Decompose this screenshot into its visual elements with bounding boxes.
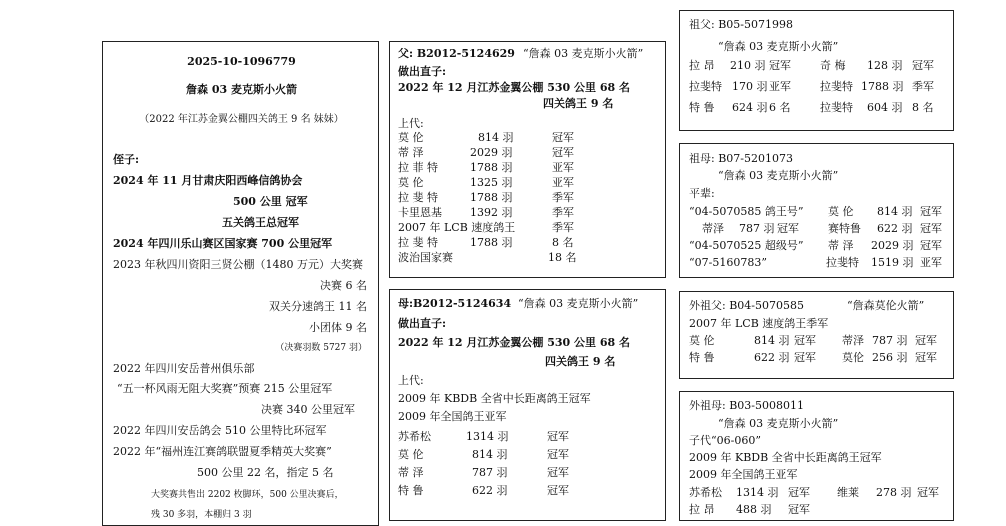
table-row: 季军 [552, 191, 574, 204]
table-row: 1788 羽 [861, 80, 904, 93]
table-row: 622 羽 [754, 351, 790, 364]
father-name: “詹森 03 麦克斯小火箭” [523, 47, 644, 60]
table-row: 亚军 [552, 161, 574, 174]
table-row: 冠军 [912, 59, 934, 72]
table-row: 拉斐特 [689, 80, 722, 93]
achievement-line: 2022 年“福州连江赛鸽联盟夏季精英大奖赛” [113, 445, 332, 458]
father-ancestry-table [390, 131, 667, 271]
table-row: 冠军 [547, 466, 569, 479]
table-row: 冠军 [777, 222, 799, 235]
table-row: 冠军 [917, 486, 939, 499]
table-row: 8 名 [912, 101, 934, 114]
table-row: 莫 伦 [689, 334, 715, 347]
achievement-line: （决赛羽数 5727 羽） [275, 343, 367, 353]
father-panel [389, 41, 666, 278]
table-row: 冠军 [915, 334, 937, 347]
table-row: 冠军 [769, 59, 791, 72]
table-row: 莫 伦 [398, 176, 424, 189]
table-row: 奇 梅 [820, 59, 846, 72]
achievement-line: 残 30 多羽，本棚归 3 羽 [151, 510, 252, 520]
achievement-line: 500 公里 22 名，指定 5 名 [197, 466, 334, 479]
table-row: 278 羽 [876, 486, 912, 499]
table-row: 787 羽 [739, 222, 775, 235]
table-row: 1314 羽 [466, 430, 509, 443]
pgm-sibling-label: 平辈: [689, 187, 715, 200]
mgm-line: 2009 年 KBDB 全省中长距离鸽王冠军 [689, 451, 882, 464]
table-row: 季军 [552, 221, 574, 234]
pgf-ring: 祖父: B05-5071998 [689, 18, 793, 31]
table-row: 624 羽 [732, 101, 768, 114]
table-row: 蒂 泽 [828, 239, 854, 252]
table-row: 特 鲁 [689, 351, 715, 364]
table-row: 拉 菲 特 [398, 161, 438, 174]
mother-ring: 母:B2012-5124634 [398, 297, 512, 310]
table-row: 2029 羽 [470, 146, 513, 159]
pgf-name: “詹森 03 麦克斯小火箭” [718, 40, 839, 53]
achievement-line: 2022 年四川安岳普州俱乐部 [113, 362, 255, 375]
table-row: 1314 羽 [736, 486, 779, 499]
table-row: 冠军 [794, 351, 816, 364]
table-row: 8 名 [552, 236, 574, 249]
table-row: 冠军 [915, 351, 937, 364]
pgm-name: “詹森 03 麦克斯小火箭” [718, 169, 839, 182]
achievement-line: 五关鸽王总冠军 [222, 216, 299, 229]
achievement-line: 决赛 340 公里冠军 [261, 403, 355, 416]
table-row: 亚军 [552, 176, 574, 189]
table-row: 256 羽 [872, 351, 908, 364]
table-row: 拉斐特 [826, 256, 859, 269]
table-row: 莫 伦 [398, 131, 424, 144]
table-row: 拉斐特 [820, 80, 853, 93]
table-row: 亚军 [769, 80, 791, 93]
subject-note: （2022 年江苏金翼公棚四关鸽王 9 名 妹妹） [139, 114, 344, 125]
table-row: 210 羽 [730, 59, 766, 72]
table-row: 冠军 [547, 430, 569, 443]
father-ancestry-label: 上代: [398, 117, 424, 130]
subject-name: 詹森 03 麦克斯小火箭 [186, 83, 297, 96]
table-row: 维莱 [837, 486, 859, 499]
mgm-child: 子代“06-060” [689, 434, 761, 447]
table-row: 莫伦 [842, 351, 864, 364]
table-row: 季军 [552, 206, 574, 219]
mgf-line: 2007 年 LCB 速度鸽王季军 [689, 317, 829, 330]
mgm-name: “詹森 03 麦克斯小火箭” [718, 417, 839, 430]
table-row: 冠军 [920, 205, 942, 218]
mother-achievement: 四关鸽王 9 名 [545, 355, 616, 368]
table-row: 亚军 [920, 256, 942, 269]
achievement-line: 2024 年 11 月甘肃庆阳西峰信鸽协会 [113, 174, 303, 187]
table-row: 787 羽 [872, 334, 908, 347]
table-row: 波治国家赛 [398, 251, 453, 264]
subject-panel [102, 41, 379, 526]
table-row: 莫 伦 [828, 205, 854, 218]
table-row: 蒂泽 [702, 222, 724, 235]
table-row: 蒂 泽 [398, 466, 424, 479]
mgm-ring: 外祖母: B03-5008011 [689, 399, 804, 412]
table-row: 冠军 [920, 222, 942, 235]
table-row: “04-5070525 超级号” [689, 239, 804, 252]
table-row: 814 羽 [472, 448, 508, 461]
father-achievement: 四关鸽王 9 名 [543, 97, 614, 110]
father-offspring-label: 做出直子: [398, 65, 447, 78]
achievement-line: 2022 年四川安岳鸽会 510 公里特比环冠军 [113, 424, 327, 437]
table-row: 18 名 [548, 251, 577, 264]
table-row: 拉 昂 [689, 59, 715, 72]
father-ring: 父: B2012-5124629 [398, 47, 515, 60]
achievement-line: 2023 年秋四川资阳三贤公棚（1480 万元）大奖赛 [113, 258, 363, 271]
pgm-ring: 祖母: B07-5201073 [689, 152, 793, 165]
mgm-line: 2009 年全国鸽王亚军 [689, 468, 798, 481]
table-row: 苏希松 [689, 486, 722, 499]
table-row: 蒂泽 [842, 334, 864, 347]
table-row: 1519 羽 [871, 256, 914, 269]
table-row: 814 羽 [478, 131, 514, 144]
table-row: 2007 年 LCB 速度鸽王 [398, 221, 516, 234]
mother-panel [389, 289, 666, 521]
table-row: 拉 斐 特 [398, 191, 438, 204]
table-row: 622 羽 [877, 222, 913, 235]
table-row: 特 鲁 [689, 101, 715, 114]
achievement-line: 大奖赛共售出 2202 枚脚环，500 公里决赛后， [151, 490, 344, 500]
table-row: 冠军 [552, 146, 574, 159]
table-row: 604 羽 [867, 101, 903, 114]
achievement-line: 2024 年四川乐山赛区国家赛 700 公里冠军 [113, 237, 333, 250]
table-row: 488 羽 [736, 503, 772, 516]
table-row: 170 羽 [732, 80, 768, 93]
table-row: 冠军 [794, 334, 816, 347]
achievement-line: 决赛 6 名 [320, 279, 367, 292]
table-row: 1788 羽 [470, 191, 513, 204]
table-row: 1788 羽 [470, 161, 513, 174]
table-row: 苏希松 [398, 430, 431, 443]
paternal-grandmother-panel [679, 143, 954, 278]
father-achievement: 2022 年 12 月江苏金翼公棚 530 公里 68 名 [398, 81, 630, 94]
table-row: “07-5160783” [689, 256, 767, 269]
mother-offspring-label: 做出直子: [398, 317, 447, 330]
table-row: 冠军 [547, 448, 569, 461]
table-row: 季军 [912, 80, 934, 93]
achievement-line: “五一杯风雨无阻大奖赛”预赛 215 公里冠军 [117, 382, 333, 395]
maternal-grandfather-panel [679, 291, 954, 379]
mother-line: 2009 年全国鸽王亚军 [398, 410, 507, 423]
table-row: 冠军 [788, 503, 810, 516]
table-row: 冠军 [920, 239, 942, 252]
achievement-line: 小团体 9 名 [309, 321, 367, 334]
table-row: 冠军 [788, 486, 810, 499]
table-row: 赛特鲁 [828, 222, 861, 235]
table-row: 622 羽 [472, 484, 508, 497]
table-row: 1788 羽 [470, 236, 513, 249]
achievement-line: 500 公里 冠军 [233, 195, 308, 208]
table-row: 814 羽 [877, 205, 913, 218]
table-row: 787 羽 [472, 466, 508, 479]
table-row: 1325 羽 [470, 176, 513, 189]
table-row: 蒂 泽 [398, 146, 424, 159]
maternal-grandmother-panel [679, 391, 954, 521]
table-row: 卡里恩基 [398, 206, 442, 219]
mother-ancestry-label: 上代: [398, 374, 424, 387]
table-row: “04-5070585 鸽王号” [689, 205, 804, 218]
table-row: 拉 斐 特 [398, 236, 438, 249]
achievement-line: 双关分速鸽王 11 名 [269, 300, 367, 313]
mother-achievement: 2022 年 12 月江苏金翼公棚 530 公里 68 名 [398, 336, 630, 349]
nephew-label: 侄子: [113, 153, 140, 166]
paternal-grandfather-panel [679, 10, 954, 131]
table-row: 拉 昂 [689, 503, 715, 516]
table-row: 莫 伦 [398, 448, 424, 461]
table-row: 814 羽 [754, 334, 790, 347]
table-row: 1392 羽 [470, 206, 513, 219]
table-row: 2029 羽 [871, 239, 914, 252]
mgf-ring: 外祖父: B04-5070585 [689, 299, 804, 312]
table-row: 128 羽 [867, 59, 903, 72]
table-row: 冠军 [552, 131, 574, 144]
mgf-name: “詹森莫伦火箭” [847, 299, 925, 312]
table-row: 6 名 [769, 101, 791, 114]
mother-name: “詹森 03 麦克斯小火箭” [518, 297, 639, 310]
table-row: 冠军 [547, 484, 569, 497]
mother-line: 2009 年 KBDB 全省中长距离鸽王冠军 [398, 392, 591, 405]
table-row: 拉斐特 [820, 101, 853, 114]
table-row: 特 鲁 [398, 484, 424, 497]
subject-ring: 2025-10-1096779 [187, 55, 296, 68]
